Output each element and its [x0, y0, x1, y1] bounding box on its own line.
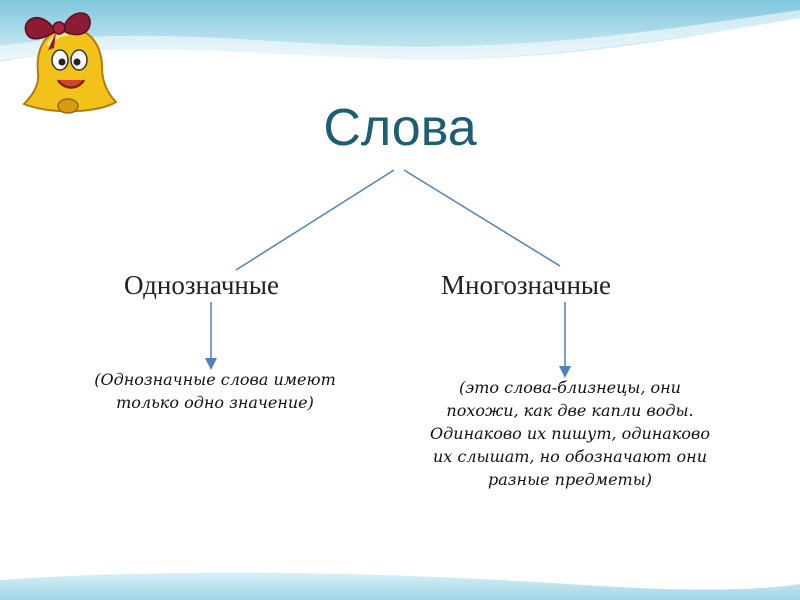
description-line: только одно значение): [116, 393, 314, 412]
description-line: разные предметы): [488, 470, 652, 489]
description-line: похожи, как две капли воды.: [446, 401, 694, 420]
description-line: их слышат, но обозначают они: [432, 447, 708, 466]
connector-title-to-right: [404, 170, 560, 266]
description-line: Одинаково их пишут, одинаково: [430, 424, 710, 443]
branch-label-monosemous: Однозначные: [124, 270, 279, 300]
description-line: (это слова-близнецы, они: [459, 378, 681, 397]
description-monosemous: [70, 368, 360, 414]
branch-label-polysemous: Многозначные: [441, 270, 612, 300]
description-polysemous: [405, 376, 735, 491]
connector-title-to-left: [236, 170, 394, 270]
description-line: (Однозначные слова имеют: [94, 370, 336, 389]
page-title: Слова: [323, 99, 477, 157]
